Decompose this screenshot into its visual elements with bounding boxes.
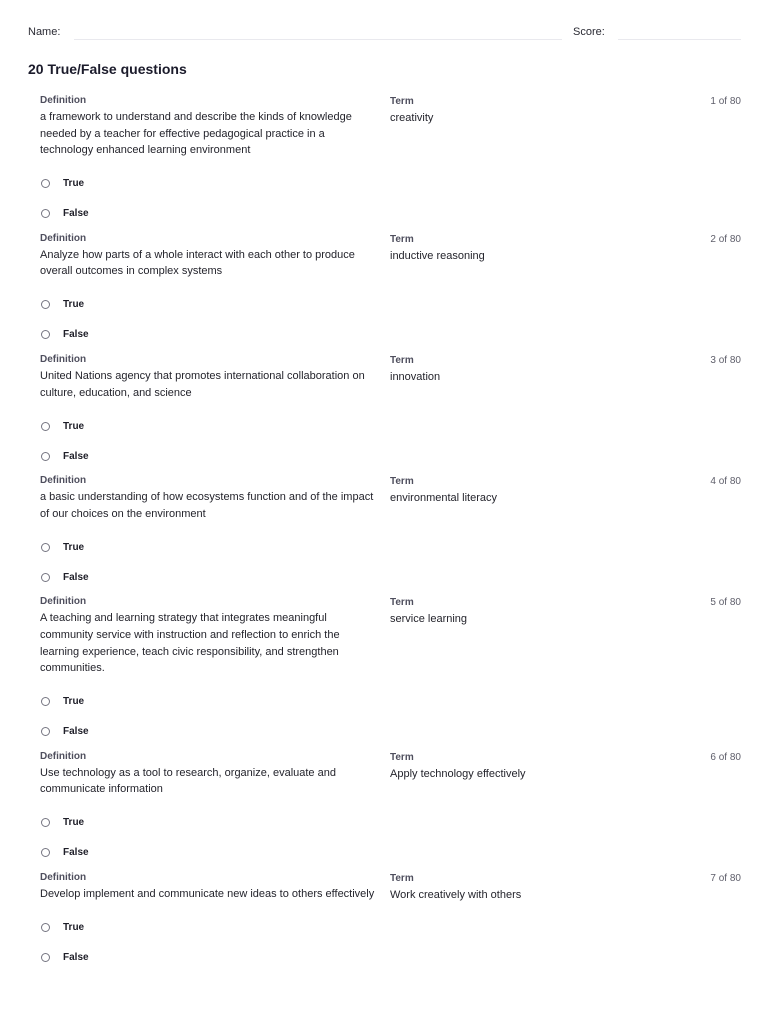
definition-text: Analyze how parts of a whole interact with each other to produce overall outcomes in complex systems bbox=[40, 248, 355, 278]
option-true-label: True bbox=[63, 420, 85, 432]
term-column bbox=[390, 232, 650, 265]
radio-false-icon[interactable] bbox=[41, 330, 50, 339]
radio-false-icon[interactable] bbox=[41, 573, 50, 582]
definition-text: A teaching and learning strategy that integrates meaningful community service with instruction and reflection to enrich the learning experience, teach civic responsibility, and strengthen communities. bbox=[40, 612, 340, 675]
option-true-label: True bbox=[63, 922, 85, 933]
option-true[interactable] bbox=[40, 411, 741, 441]
term-text: environmental literacy bbox=[390, 492, 497, 505]
term-column bbox=[390, 595, 650, 628]
option-true-label: True bbox=[63, 696, 85, 708]
definition-text: United Nations agency that promotes international collaboration on culture, education, and science bbox=[40, 369, 365, 399]
definition-column bbox=[40, 474, 375, 522]
question-item bbox=[40, 94, 741, 231]
answer-options bbox=[40, 808, 741, 868]
question-counter: 2 of 80 bbox=[710, 233, 741, 245]
term-label: Term bbox=[390, 233, 414, 245]
definition-text: a basic understanding of how ecosystems function and of the impact of our choices on the environment bbox=[40, 491, 374, 520]
radio-false-icon[interactable] bbox=[41, 209, 50, 218]
radio-false-icon[interactable] bbox=[41, 848, 50, 857]
question-item bbox=[40, 871, 741, 975]
term-label: Term bbox=[390, 751, 414, 763]
radio-false-icon[interactable] bbox=[41, 727, 50, 736]
question-counter: 1 of 80 bbox=[710, 96, 741, 107]
term-text: innovation bbox=[390, 370, 441, 383]
definition-label: Definition bbox=[40, 871, 87, 883]
definition-label: Definition bbox=[40, 750, 87, 762]
term-label: Term bbox=[390, 597, 414, 609]
term-column bbox=[390, 353, 650, 386]
radio-true-icon[interactable] bbox=[41, 300, 50, 309]
definition-column bbox=[40, 750, 375, 798]
option-true-label: True bbox=[63, 178, 85, 190]
header bbox=[28, 22, 741, 42]
option-true[interactable] bbox=[40, 290, 741, 320]
page-title: 20 True/False questions bbox=[28, 61, 187, 77]
term-column bbox=[390, 871, 650, 904]
radio-true-icon[interactable] bbox=[41, 923, 50, 932]
answer-options bbox=[40, 411, 741, 471]
definition-column bbox=[40, 232, 375, 280]
question-counter: 6 of 80 bbox=[710, 751, 741, 763]
question-list bbox=[40, 93, 741, 975]
radio-false-icon[interactable] bbox=[41, 452, 50, 461]
option-true[interactable] bbox=[40, 169, 741, 199]
definition-label: Definition bbox=[40, 596, 87, 608]
option-true-label: True bbox=[63, 541, 85, 553]
option-false-label: False bbox=[63, 847, 89, 859]
definition-label: Definition bbox=[40, 475, 87, 487]
definition-label: Definition bbox=[40, 232, 87, 244]
option-false-label: False bbox=[63, 450, 89, 462]
question-counter: 3 of 80 bbox=[710, 354, 741, 366]
option-true[interactable] bbox=[40, 913, 741, 943]
term-column bbox=[390, 474, 650, 507]
definition-label: Definition bbox=[40, 95, 87, 106]
term-column bbox=[390, 750, 650, 783]
term-label: Term bbox=[390, 476, 414, 488]
answer-options bbox=[40, 169, 741, 229]
option-true[interactable] bbox=[40, 687, 741, 717]
option-false[interactable] bbox=[40, 320, 741, 350]
radio-false-icon[interactable] bbox=[41, 953, 50, 962]
definition-text: a framework to understand and describe the kinds of knowledge needed by a teacher for effective pedagogical practice in a technology enhanced learning environment bbox=[40, 111, 352, 157]
score-label: Score: bbox=[573, 26, 605, 38]
definition-column bbox=[40, 871, 375, 903]
question-counter: 5 of 80 bbox=[710, 597, 741, 609]
question-item bbox=[40, 595, 741, 748]
option-false-label: False bbox=[63, 726, 89, 738]
term-text: inductive reasoning bbox=[390, 249, 485, 262]
definition-text: Use technology as a tool to research, organize, evaluate and communicate information bbox=[40, 766, 336, 796]
name-field[interactable] bbox=[74, 39, 562, 40]
term-label: Term bbox=[390, 354, 414, 366]
name-label: Name: bbox=[28, 26, 61, 38]
question-counter: 7 of 80 bbox=[710, 872, 741, 884]
answer-options bbox=[40, 687, 741, 747]
radio-true-icon[interactable] bbox=[41, 179, 50, 188]
option-false-label: False bbox=[63, 571, 89, 583]
option-true-label: True bbox=[63, 299, 85, 311]
option-false[interactable] bbox=[40, 943, 741, 973]
option-false[interactable] bbox=[40, 441, 741, 471]
option-true[interactable] bbox=[40, 532, 741, 562]
term-text: Work creatively with others bbox=[390, 888, 522, 901]
score-field[interactable] bbox=[618, 39, 741, 40]
answer-options bbox=[40, 913, 741, 973]
term-label: Term bbox=[390, 96, 414, 107]
option-false-label: False bbox=[63, 952, 89, 963]
answer-options bbox=[40, 532, 741, 592]
radio-true-icon[interactable] bbox=[41, 543, 50, 552]
radio-true-icon[interactable] bbox=[41, 422, 50, 431]
option-false-label: False bbox=[63, 329, 89, 341]
term-label: Term bbox=[390, 872, 414, 884]
term-text: creativity bbox=[390, 112, 434, 124]
option-false-label: False bbox=[63, 208, 89, 220]
question-counter: 4 of 80 bbox=[710, 476, 741, 488]
option-false[interactable] bbox=[40, 562, 741, 592]
option-true-label: True bbox=[63, 817, 85, 829]
option-false[interactable] bbox=[40, 838, 741, 868]
option-false[interactable] bbox=[40, 199, 741, 229]
definition-column bbox=[40, 94, 375, 159]
answer-options bbox=[40, 290, 741, 350]
radio-true-icon[interactable] bbox=[41, 697, 50, 706]
definition-text: Develop implement and communicate new ideas to others effectively bbox=[40, 887, 375, 900]
definition-column bbox=[40, 595, 375, 676]
question-item bbox=[40, 232, 741, 352]
radio-true-icon[interactable] bbox=[41, 818, 50, 827]
option-true[interactable] bbox=[40, 808, 741, 838]
definition-label: Definition bbox=[40, 353, 87, 365]
option-false[interactable] bbox=[40, 717, 741, 747]
term-text: service learning bbox=[390, 613, 468, 626]
term-text: Apply technology effectively bbox=[390, 767, 526, 780]
question-item bbox=[40, 353, 741, 473]
definition-column bbox=[40, 353, 375, 401]
question-item bbox=[40, 474, 741, 594]
question-item bbox=[40, 750, 741, 870]
term-column bbox=[390, 94, 650, 127]
